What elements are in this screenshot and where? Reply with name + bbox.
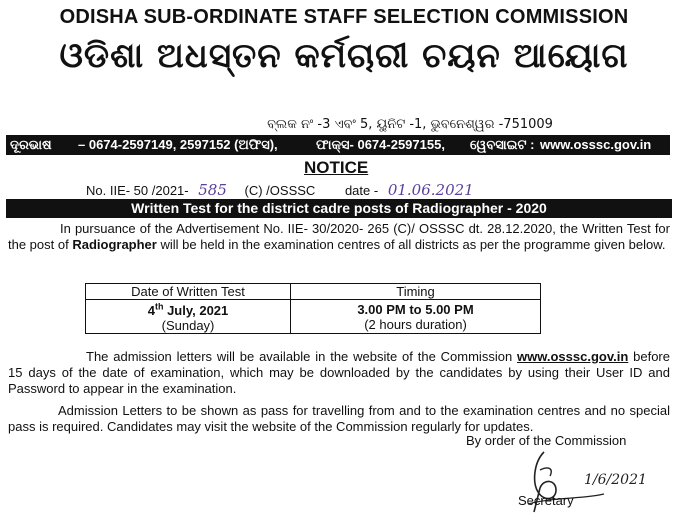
p2-text-b: before 15 days of the date of examination, which may be downloaded by the candidates by using their User ID and Password to appear in the examination. [8, 349, 670, 396]
ref-number-handwritten: 585 [198, 181, 227, 199]
col-date-header: Date of Written Test [86, 284, 291, 300]
org-name-english: ODISHA SUB-ORDINATE STAFF SELECTION COMMISSION [59, 6, 629, 28]
schedule-row [86, 300, 541, 334]
org-name-odia: ଓଡିଶା ଅଧସ୍ତନ କର୍ମଚାରୀ ଚୟନ ଆୟୋଗ [59, 36, 629, 76]
exam-day-suffix: th [154, 302, 164, 312]
ref-suffix: (C) /OSSSC [244, 183, 316, 198]
signature-date: 1/6/2021 [584, 472, 647, 488]
date-handwritten: 01.06.2021 [387, 181, 474, 199]
exam-time: 3.00 PM to 5.00 PM [357, 301, 474, 317]
contact-band [6, 135, 670, 155]
notice-title: Written Test for the district cadre posts of Radiographer - 2020 [6, 199, 672, 218]
paragraph-advertisement [8, 221, 670, 253]
phone-numbers: – 0674-2597149, 2597152 (ଅଫିସ), [78, 137, 278, 152]
website-link[interactable]: www.osssc.gov.in [540, 137, 652, 152]
commission-website-link[interactable]: www.osssc.gov.in [517, 349, 629, 364]
exam-date-cell [86, 300, 291, 334]
paragraph-pass-instructions: Admission Letters to be shown as pass for travelling from and to the examination centres and no special pass is required. Candidates may visit the website of the Commission regularly for updates. [8, 403, 670, 434]
schedule-header-row [86, 284, 541, 300]
by-order-line: By order of the Commission [466, 433, 627, 448]
p1-text-b: will be held in the examination centres of all districts as per the programme given below. [156, 237, 666, 252]
website-label: ୱେବସାଇଟ : [470, 137, 535, 152]
exam-month-year: July, 2021 [163, 303, 229, 319]
post-name: Radiographer [72, 237, 157, 252]
reference-line [86, 181, 474, 199]
notice-heading: NOTICE [304, 158, 369, 177]
ref-prefix: No. IIE- 50 /2021- [86, 183, 189, 198]
exam-timing-cell [291, 300, 541, 334]
col-timing-header: Timing [291, 284, 541, 300]
exam-weekday: (Sunday) [161, 318, 215, 334]
org-address: ବ୍ଲକ ନଂ -3 ଏବଂ 5, ୟୁନିଟ -1, ଭୁବନେଶ୍ୱର -751009 [267, 117, 553, 132]
paragraph-admission-letters [8, 349, 670, 397]
p2-text-a: The admission letters will be available in the website of the Commission [86, 349, 518, 364]
exam-day: 4 [147, 303, 155, 319]
date-label: date - [344, 183, 379, 198]
fax-number: ଫାକ୍ସ- 0674-2597155, [316, 137, 445, 152]
schedule-table [85, 283, 541, 334]
phone-label: ଦୂରଭାଷ [10, 137, 52, 152]
exam-duration: (2 hours duration) [364, 316, 467, 332]
secretary-designation: Secretary [518, 493, 574, 508]
p1-text-a: In pursuance of the Advertisement No. IIE- 30/2020- 265 (C)/ OSSSC dt. 28.12.2020, the Written Test for the post of [8, 221, 670, 252]
